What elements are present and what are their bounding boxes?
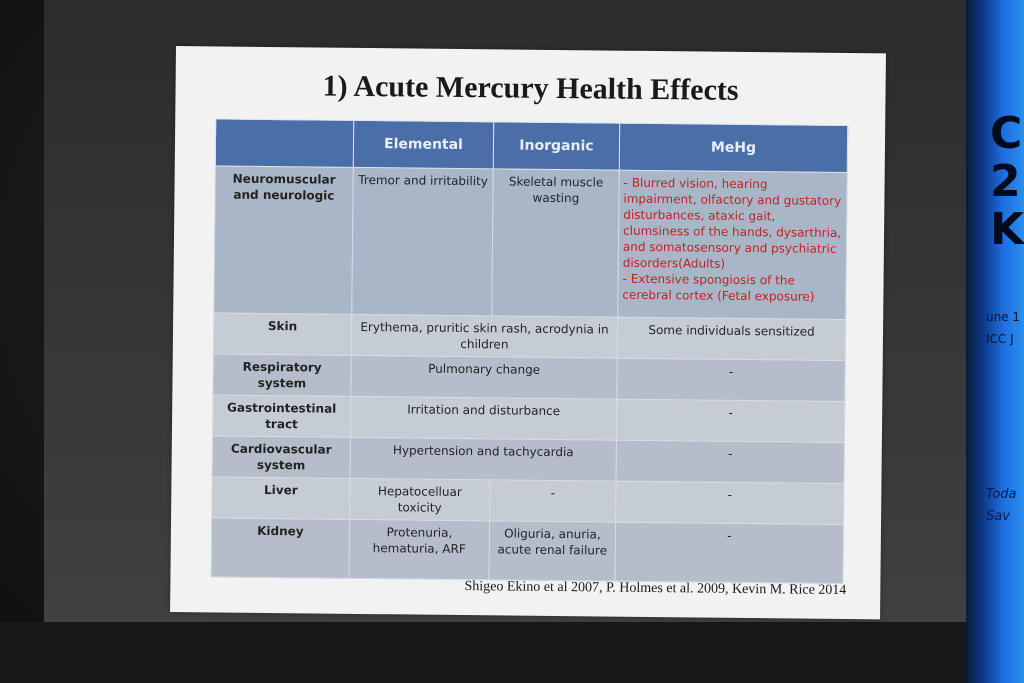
banner-small-line: une 1 [986, 310, 1021, 324]
banner-big-line: 2 [990, 156, 1021, 207]
cell-gastro-mehg: - [616, 399, 844, 442]
cell-neuro-inorganic: Skeletal muscle wasting [492, 169, 620, 317]
cell-kidney-elemental: Protenuria, hematuria, ARF [349, 519, 490, 579]
cell-kidney-mehg: - [615, 522, 844, 583]
cell-skin-elemental-inorganic: Erythema, pruritic skin rash, acrodynia in children [351, 314, 617, 358]
row-label-liver: Liver [212, 477, 350, 519]
table-row [212, 477, 844, 525]
cell-skin-mehg: Some individuals sensitized [617, 317, 845, 360]
slide-citation: Shigeo Ekino et al 2007, P. Holmes et al. 2009, Kevin M. Rice 2014 [464, 579, 847, 599]
header-mehg: MeHg [619, 123, 847, 172]
banner-italic-line: Sav [986, 509, 1010, 524]
banner-italic-line: Toda [986, 487, 1017, 502]
banner-big-text [990, 110, 1024, 254]
mehg-fetal-effects: - Extensive spongiosis of the cerebral cortex (Fetal exposure) [622, 271, 815, 304]
mehg-adult-effects: - Blurred vision, hearing impairment, olfactory and gustatory disturbances, ataxic gait, clumsiness of the hands, dysarthria, and somatosensory and psychiatric disorders(Adults) [622, 175, 842, 271]
health-effects-table [210, 118, 848, 584]
cell-liver-inorganic: - [490, 480, 616, 522]
table-row [214, 166, 848, 320]
banner-big-line: C [990, 108, 1023, 159]
table-header-row [215, 119, 847, 173]
table-row [212, 436, 844, 484]
table-row [213, 354, 845, 402]
header-elemental: Elemental [353, 120, 493, 168]
cell-respiratory-mehg: - [617, 358, 845, 401]
row-label-gastro: Gastrointestinal tract [212, 395, 350, 437]
row-label-cardio: Cardiovascular system [212, 436, 350, 478]
cell-gastro-elemental-inorganic: Irritation and disturbance [350, 396, 616, 440]
row-label-kidney: Kidney [211, 518, 350, 578]
cell-cardio-mehg: - [616, 440, 844, 483]
cell-kidney-inorganic: Oliguria, anuria, acute renal failure [489, 521, 616, 581]
header-inorganic: Inorganic [493, 122, 619, 170]
banner-slogan-text [986, 484, 1017, 528]
banner-big-line: K [990, 204, 1024, 255]
table-row [211, 518, 844, 584]
cell-respiratory-elemental-inorganic: Pulmonary change [351, 355, 617, 399]
row-label-skin: Skin [213, 313, 351, 355]
cell-liver-elemental: Hepatocelluar toxicity [350, 478, 490, 520]
row-label-neuro: Neuromuscular and neurologic [214, 166, 354, 314]
presentation-slide [170, 46, 886, 619]
cell-neuro-elemental: Tremor and irritability [352, 167, 494, 315]
row-label-respiratory: Respiratory system [213, 354, 351, 396]
cell-cardio-elemental-inorganic: Hypertension and tachycardia [350, 437, 616, 481]
banner-small-line: ICC J [986, 332, 1014, 346]
cell-liver-mehg: - [616, 481, 844, 524]
slide-title: 1) Acute Mercury Health Effects [322, 69, 739, 107]
conference-banner [966, 0, 1024, 683]
cell-neuro-mehg [618, 170, 848, 319]
table-row [213, 313, 845, 361]
banner-date-text [986, 306, 1020, 350]
stage-floor [0, 622, 1024, 683]
header-cell-empty [215, 119, 353, 167]
table-row [212, 395, 844, 443]
